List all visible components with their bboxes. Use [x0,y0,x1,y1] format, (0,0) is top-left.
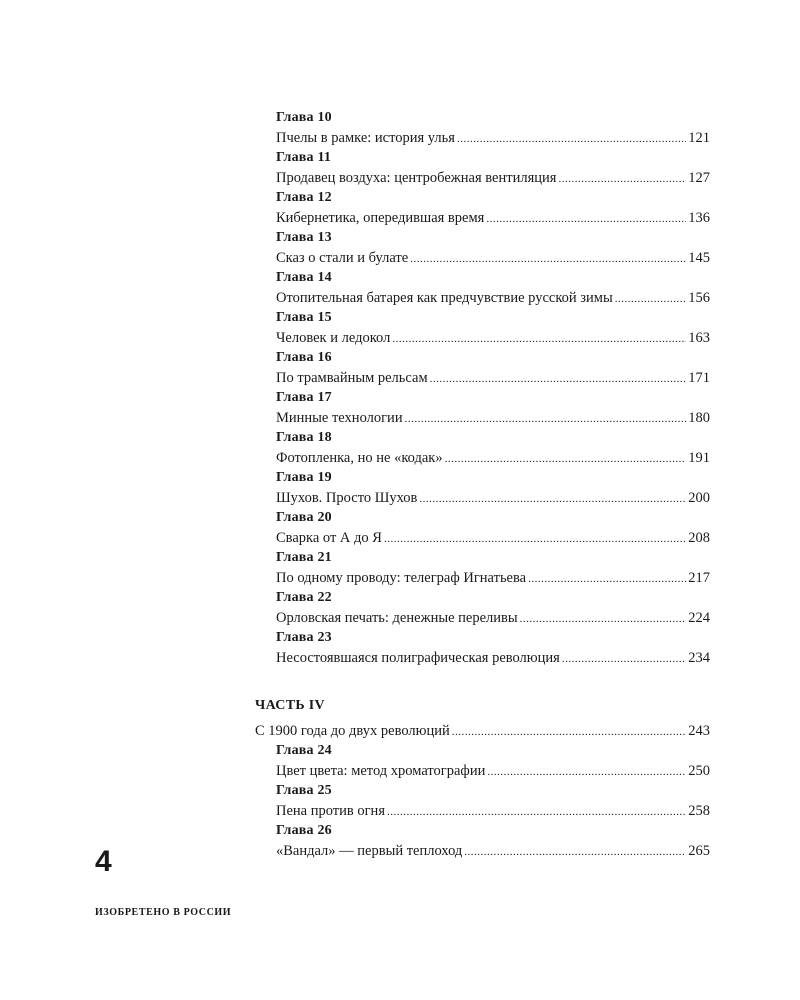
chapter-title: Отопительная батарея как предчувствие русской зимы [276,290,613,306]
part-page-number: 243 [688,723,710,739]
toc-entry[interactable] [255,781,710,821]
chapter-label: Глава 23 [276,630,332,645]
chapter-title: Пена против огня [276,803,385,819]
toc-entry[interactable] [255,468,710,508]
chapter-label: Глава 26 [276,823,332,838]
chapter-label: Глава 20 [276,510,332,525]
leader-dots [615,289,687,309]
chapter-page-number: 145 [688,250,710,266]
chapter-page-number: 250 [688,763,710,779]
chapter-label: Глава 12 [276,190,332,205]
chapter-title: По трамвайным рельсам [276,370,428,386]
chapter-title-line [276,528,710,548]
chapter-title-line [276,408,710,428]
chapter-title-line [276,168,710,188]
chapter-label: Глава 22 [276,590,332,605]
chapter-title-line [276,608,710,628]
chapter-list-part-4 [255,741,710,861]
chapter-title-line [276,448,710,468]
toc-entry[interactable] [255,428,710,468]
toc-entry[interactable] [255,741,710,781]
chapter-page-number: 156 [688,290,710,306]
chapter-title: Человек и ледокол [276,330,391,346]
toc-entry[interactable] [255,508,710,548]
chapter-label: Глава 17 [276,390,332,405]
leader-dots [464,842,686,862]
chapter-page-number: 180 [688,410,710,426]
chapter-page-number: 265 [688,843,710,859]
chapter-label: Глава 15 [276,310,332,325]
toc-entry[interactable] [255,188,710,228]
chapter-title: Фотопленка, но не «кодак» [276,450,443,466]
chapter-label: Глава 16 [276,350,332,365]
chapter-title-line [276,801,710,821]
toc-entry[interactable] [255,308,710,348]
leader-dots [562,649,686,669]
leader-dots [384,529,686,549]
chapter-page-number: 136 [688,210,710,226]
chapter-label: Глава 25 [276,783,332,798]
leader-dots [445,449,687,469]
chapter-title: Продавец воздуха: центробежная вентиляция [276,170,557,186]
chapter-page-number: 191 [688,450,710,466]
chapter-page-number: 258 [688,803,710,819]
chapter-title: Несостоявшаяся полиграфическая революция [276,650,560,666]
chapter-title: По одному проводу: телеграф Игнатьева [276,570,527,586]
leader-dots [486,209,686,229]
chapter-title-line [276,488,710,508]
leader-dots [528,569,686,589]
chapter-label: Глава 11 [276,150,332,165]
chapter-label: Глава 13 [276,230,332,245]
chapter-page-number: 127 [688,170,710,186]
part-title-line[interactable] [255,721,710,741]
table-of-contents [255,108,710,861]
chapter-title: Пчелы в рамке: история улья [276,130,455,146]
chapter-title: Минные технологии [276,410,403,426]
chapter-label: Глава 18 [276,430,332,445]
chapter-page-number: 234 [688,650,710,666]
chapter-page-number: 171 [688,370,710,386]
chapter-title-line [276,368,710,388]
chapter-title-line [276,648,710,668]
chapter-title: Сказ о стали и булате [276,250,409,266]
chapter-title: Цвет цвета: метод хроматографии [276,763,486,779]
chapter-page-number: 224 [688,610,710,626]
chapter-page-number: 200 [688,490,710,506]
chapter-title-line [276,841,710,861]
chapter-title: Кибернетика, опередившая время [276,210,485,226]
chapter-title-line [276,568,710,588]
chapter-title-line [276,128,710,148]
toc-entry[interactable] [255,588,710,628]
chapter-title-line [276,328,710,348]
toc-entry[interactable] [255,388,710,428]
chapter-page-number: 163 [688,330,710,346]
chapter-title: «Вандал» — первый теплоход [276,843,463,859]
page-number: 4 [95,845,112,878]
chapter-title-line [276,761,710,781]
leader-dots [520,609,687,629]
chapter-title: Сварка от А до Я [276,530,382,546]
chapter-page-number: 208 [688,530,710,546]
chapter-list-part-3 [255,108,710,668]
chapter-label: Глава 14 [276,270,332,285]
toc-entry[interactable] [255,148,710,188]
chapter-title-line [276,288,710,308]
toc-entry[interactable] [255,821,710,861]
chapter-page-number: 121 [688,130,710,146]
toc-entry[interactable] [255,108,710,148]
toc-entry[interactable] [255,268,710,308]
chapter-label: Глава 24 [276,743,332,758]
part-title: С 1900 года до двух революций [255,723,450,739]
chapter-title-line [276,248,710,268]
toc-entry[interactable] [255,228,710,268]
chapter-label: Глава 21 [276,550,332,565]
leader-dots [392,329,686,349]
chapter-title: Орловская печать: денежные переливы [276,610,518,626]
chapter-label: Глава 19 [276,470,332,485]
leader-dots [410,249,686,269]
toc-entry[interactable] [255,628,710,668]
chapter-label: Глава 10 [276,110,332,125]
leader-dots [487,762,686,782]
chapter-title-line [276,208,710,228]
leader-dots [558,169,686,189]
leader-dots [387,802,686,822]
leader-dots [452,722,687,742]
toc-entry[interactable] [255,348,710,388]
leader-dots [419,489,686,509]
leader-dots [405,409,687,429]
leader-dots [430,369,687,389]
running-footer: ИЗОБРЕТЕНО В РОССИИ [95,907,232,918]
toc-entry[interactable] [255,548,710,588]
leader-dots [457,129,686,149]
part-heading: ЧАСТЬ IV [255,698,325,713]
chapter-page-number: 217 [688,570,710,586]
chapter-title: Шухов. Просто Шухов [276,490,418,506]
